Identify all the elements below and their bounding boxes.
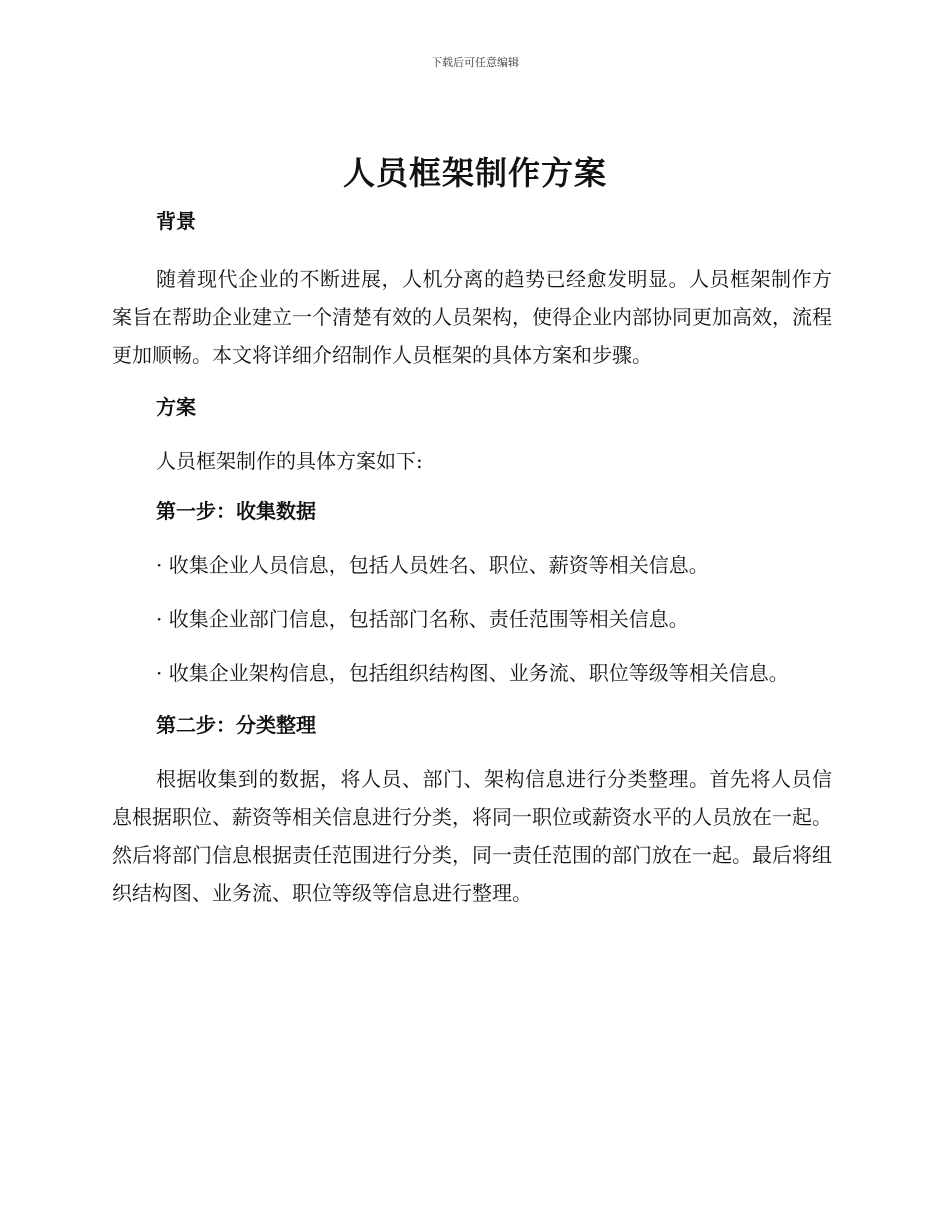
step1-bullet-item: · 收集企业部门信息，包括部门名称、责任范围等相关信息。 bbox=[156, 607, 689, 631]
step2-paragraph: 根据收集到的数据，将人员、部门、架构信息进行分类整理。首先将人员信息根据职位、薪资等相关信息进行分类，将同一职位或薪资水平的人员放在一起。然后将部门信息根据责任范围进行分类，同一责任范围的部门放在一起。最后将组织结构图、业务流、职位等级等信息进行整理。 bbox=[112, 767, 832, 905]
section-heading-background: 背景 bbox=[156, 209, 196, 233]
step1-bullet-item: · 收集企业架构信息，包括组织结构图、业务流、职位等级等相关信息。 bbox=[156, 661, 789, 685]
background-paragraph: 随着现代企业的不断进展，人机分离的趋势已经愈发明显。人员框架制作方案旨在帮助企业建立一个清楚有效的人员架构，使得企业内部协同更加高效，流程更加顺畅。本文将详细介绍制作人员框架的具体方案和步骤。 bbox=[112, 267, 832, 367]
document-body bbox=[112, 206, 832, 912]
step1-bullet-item: · 收集企业人员信息，包括人员姓名、职位、薪资等相关信息。 bbox=[156, 553, 709, 577]
header-note: 下载后可任意编辑 bbox=[431, 56, 519, 69]
step1-heading: 第一步：收集数据 bbox=[156, 499, 316, 523]
document-title: 人员框架制作方案 bbox=[342, 154, 607, 192]
section-heading-plan: 方案 bbox=[156, 395, 196, 419]
step2-heading: 第二步：分类整理 bbox=[156, 713, 316, 737]
plan-intro-paragraph: 人员框架制作的具体方案如下: bbox=[156, 449, 423, 473]
